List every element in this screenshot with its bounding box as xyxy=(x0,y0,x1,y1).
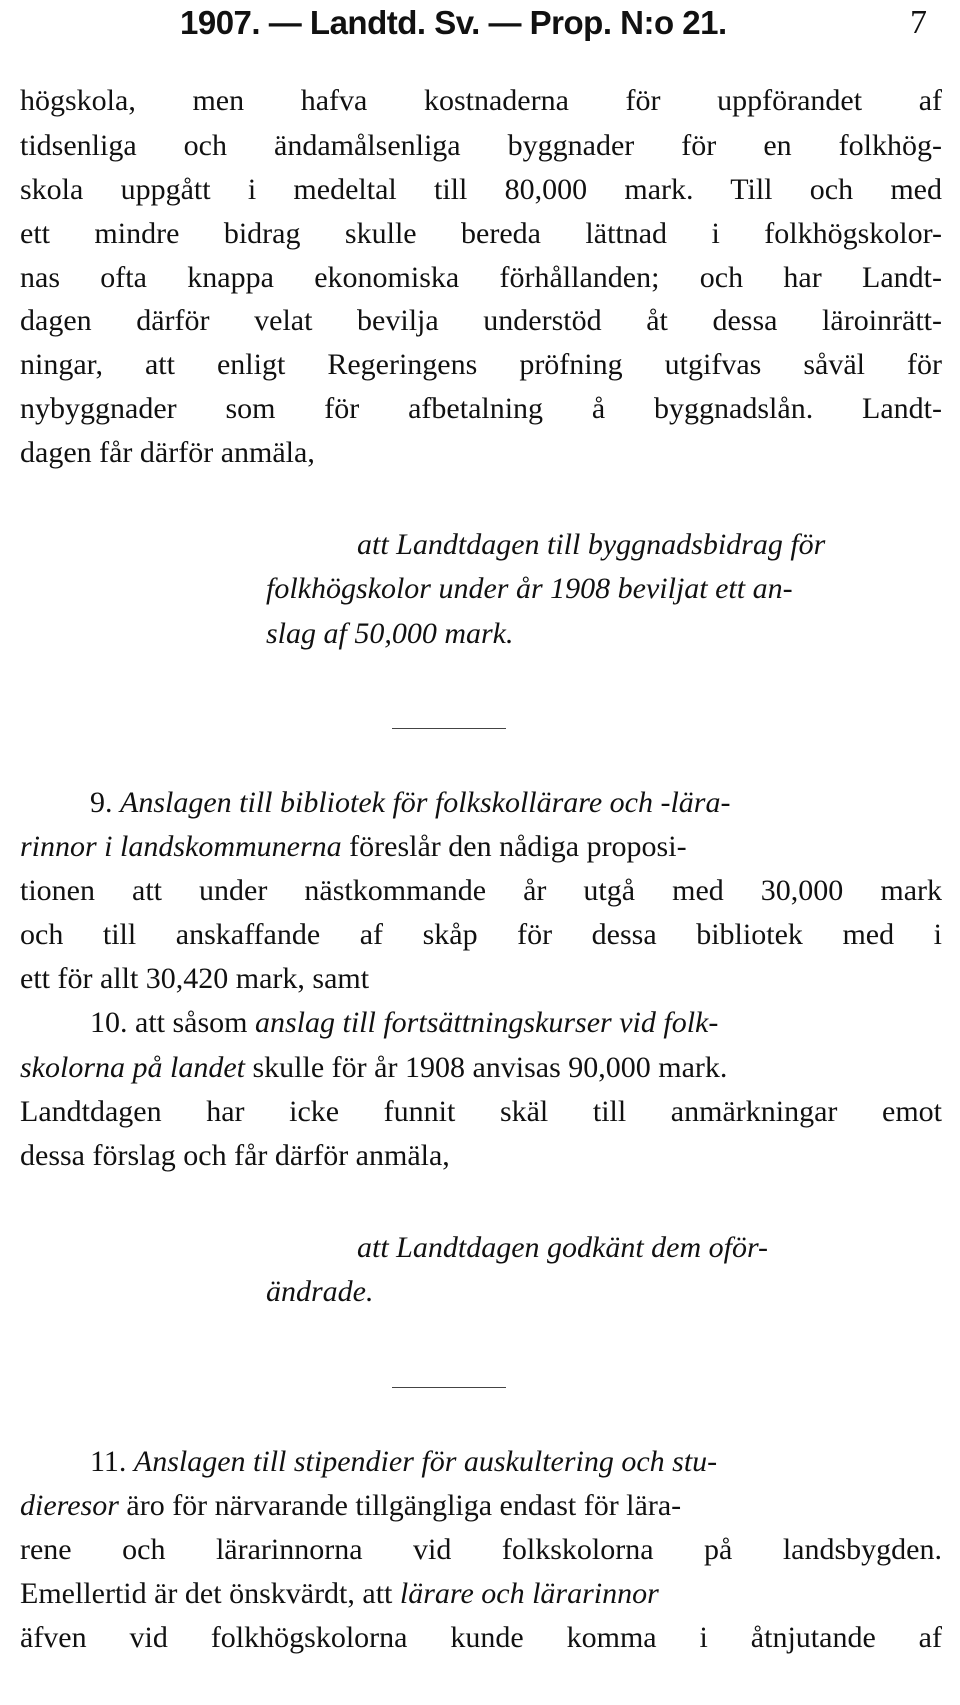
section-10-heading xyxy=(90,1005,718,1041)
body-line: ett för allt 30,420 mark, samt xyxy=(20,962,370,995)
section-divider xyxy=(392,728,506,729)
section-9-heading xyxy=(90,785,730,821)
section-title: anslag till fortsättningskurser vid folk- xyxy=(255,1006,719,1039)
page-number: 7 xyxy=(910,4,927,41)
section-number: 9. xyxy=(90,786,113,819)
body-line: Landtdagen har icke funnit skäl till anmärkningar emot xyxy=(20,1095,942,1128)
section-title: rinnor i landskommunerna xyxy=(20,830,342,863)
body-line: tionen att under nästkommande år utgå med 30,000 mark xyxy=(20,874,942,907)
section-title: Anslagen till stipendier för auskultering och stu- xyxy=(133,1445,718,1478)
section-title: Anslagen till bibliotek för folkskollärare och -lära- xyxy=(120,786,731,819)
header-title: 1907. — Landtd. Sv. — Prop. N:o 21. xyxy=(180,4,727,41)
emphasis-text: lärare och lärarinnor xyxy=(399,1577,659,1610)
body-line: dagen får därför anmäla, xyxy=(20,436,315,469)
body-line: ett mindre bidrag skulle bereda lättnad i folkhögskolor- xyxy=(20,217,942,250)
body-line: nas ofta knappa ekonomiska förhållanden; och har Landt- xyxy=(20,261,942,294)
section-divider xyxy=(392,1387,506,1388)
resolution-line: att Landtdagen till byggnadsbidrag för xyxy=(357,528,826,561)
body-line: högskola, men hafva kostnaderna för uppförandet af xyxy=(20,84,942,117)
body-line: skola uppgått i medeltal till 80,000 mark. Till och med xyxy=(20,173,942,206)
section-title: dieresor xyxy=(20,1489,119,1522)
section-number: 11. xyxy=(90,1445,127,1478)
body-text: Emellertid är det önskvärdt, att xyxy=(20,1577,393,1610)
body-line: tidsenliga och ändamålsenliga byggnader för en folkhög- xyxy=(20,129,942,162)
body-text: äro för närvarande tillgängliga endast för lära- xyxy=(126,1489,682,1522)
body-line: och till anskaffande af skåp för dessa bibliotek med i xyxy=(20,918,942,951)
body-text: 10. att såsom xyxy=(90,1006,248,1039)
body-line: rene och lärarinnorna vid folkskolorna på landsbygden. xyxy=(20,1533,942,1566)
body-line: ningar, att enligt Regeringens pröfning utgifvas såväl för xyxy=(20,348,942,381)
section-title: skolorna på landet xyxy=(20,1051,245,1084)
body-line: äfven vid folkhögskolorna kunde komma i åtnjutande af xyxy=(20,1621,942,1654)
body-line: dagen därför velat bevilja understöd åt dessa läroinrätt- xyxy=(20,304,942,337)
resolution-line: att Landtdagen godkänt dem oför- xyxy=(357,1231,769,1264)
section-11-heading xyxy=(90,1444,717,1480)
body-line xyxy=(20,1576,659,1612)
page-header xyxy=(0,4,960,48)
body-line xyxy=(20,1488,681,1524)
body-line xyxy=(20,1050,727,1086)
body-line: dessa förslag och får därför anmäla, xyxy=(20,1139,450,1172)
resolution-line: slag af 50,000 mark. xyxy=(266,617,514,650)
body-text: skulle för år 1908 anvisas 90,000 mark. xyxy=(252,1051,728,1084)
resolution-line: ändrade. xyxy=(266,1275,374,1308)
body-line: nybyggnader som för afbetalning å byggnadslån. Landt- xyxy=(20,392,942,425)
body-text: föreslår den nådiga proposi- xyxy=(349,830,687,863)
body-line xyxy=(20,829,687,865)
resolution-line: folkhögskolor under år 1908 beviljat ett an- xyxy=(266,572,793,605)
